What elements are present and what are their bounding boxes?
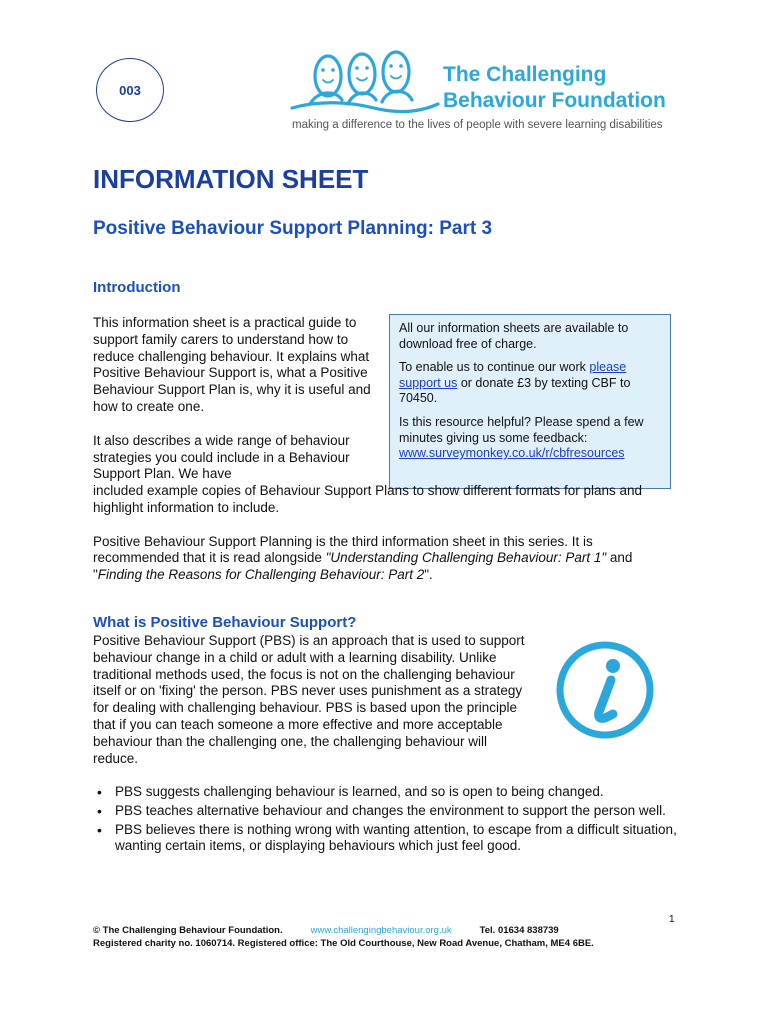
callout-feedback-text: Is this resource helpful? Please spend a few minutes giving us some feedback: bbox=[399, 414, 644, 445]
callout-support-text: To enable us to continue our work bbox=[399, 360, 590, 375]
document-subtitle: Positive Behaviour Support Planning: Part 3 bbox=[93, 218, 493, 239]
info-icon bbox=[555, 640, 655, 740]
intro-paragraph-2b: included example copies of Behaviour Support Plans to show different formats for plans and highlight information to include. bbox=[93, 483, 643, 515]
org-name-line2: Behaviour Foundation bbox=[443, 89, 666, 112]
callout-support bbox=[399, 360, 661, 407]
footer-registration: Registered charity no. 1060714. Registered office: The Old Courthouse, New Road Avenue, Chatham, ME4 6BE. bbox=[93, 938, 594, 949]
logo-faces-icon bbox=[290, 50, 440, 114]
intro-p3-italic-1: "Understanding Challenging Behaviour: Part 1" bbox=[325, 550, 607, 566]
intro-continued bbox=[93, 483, 678, 584]
pbs-column bbox=[93, 633, 533, 767]
list-item: • PBS believes there is nothing wrong with wanting attention, to escape from a difficult situation, wanting certain items, or displaying behaviours which just feel good. bbox=[93, 822, 678, 856]
footer-telephone: Tel. 01634 838739 bbox=[479, 925, 559, 936]
page-number: 1 bbox=[669, 914, 675, 925]
org-tagline: making a difference to the lives of people with severe learning disabilities bbox=[292, 119, 663, 131]
introduction-heading: Introduction bbox=[93, 279, 181, 296]
document-title: INFORMATION SHEET bbox=[93, 164, 369, 194]
pbs-bullet-list bbox=[93, 784, 678, 857]
pbs-heading: What is Positive Behaviour Support? bbox=[93, 614, 357, 631]
intro-p3-mid: and " bbox=[93, 550, 633, 583]
support-us-link[interactable]: please support us bbox=[399, 360, 627, 390]
intro-paragraph-3 bbox=[93, 534, 678, 584]
intro-p3-italic-2: Finding the Reasons for Challenging Behaviour: Part 2 bbox=[97, 567, 425, 583]
intro-column bbox=[93, 315, 383, 483]
pbs-paragraph-1: Positive Behaviour Support (PBS) is an approach that is used to support behaviour change in a child or adult with a learning disability. Unlike traditional methods used, the focus is not on the challenging behaviour itself or on 'fixing' the person. PBS never uses punishment as a strategy for dealing with challenging behaviour. PBS is based upon the principle that if you can teach someone a more effective and more acceptable behaviour than the challenging one, the challenging behaviour will reduce. bbox=[93, 633, 525, 766]
sheet-number-badge: 003 bbox=[96, 58, 164, 122]
intro-p3-end: ". bbox=[424, 567, 433, 583]
list-item: • PBS suggests challenging behaviour is learned, and so is open to being changed. bbox=[93, 784, 678, 801]
callout-free-download: All our information sheets are available to download free of charge. bbox=[399, 321, 629, 351]
footer-website-link[interactable]: www.challengingbehaviour.org.uk bbox=[310, 925, 452, 936]
callout-donate-text: or donate £3 by texting CBF to 70450. bbox=[399, 375, 631, 406]
list-item: • PBS teaches alternative behaviour and changes the environment to support the person well. bbox=[93, 803, 678, 820]
info-callout-box bbox=[389, 314, 671, 489]
intro-paragraph-1: This information sheet is a practical guide to support family carers to understand how to reduce challenging behaviour. It explains what Positive Behaviour Support is, what a Positive Behaviour Support Plan is, why it is useful and how to create one. bbox=[93, 315, 371, 414]
page-footer bbox=[93, 925, 678, 949]
footer-copyright: © The Challenging Behaviour Foundation. bbox=[93, 925, 283, 936]
intro-p3-start: Positive Behaviour Support Planning is the third information sheet in this series. It is recommended that it is read alongside bbox=[93, 533, 593, 566]
intro-paragraph-2a: It also describes a wide range of behaviour strategies you could include in a Behaviour Support Plan. We have bbox=[93, 432, 350, 482]
org-name-line1: The Challenging bbox=[443, 63, 607, 86]
callout-feedback bbox=[399, 415, 661, 462]
survey-link[interactable]: www.surveymonkey.co.uk/r/cbfresources bbox=[399, 446, 625, 461]
